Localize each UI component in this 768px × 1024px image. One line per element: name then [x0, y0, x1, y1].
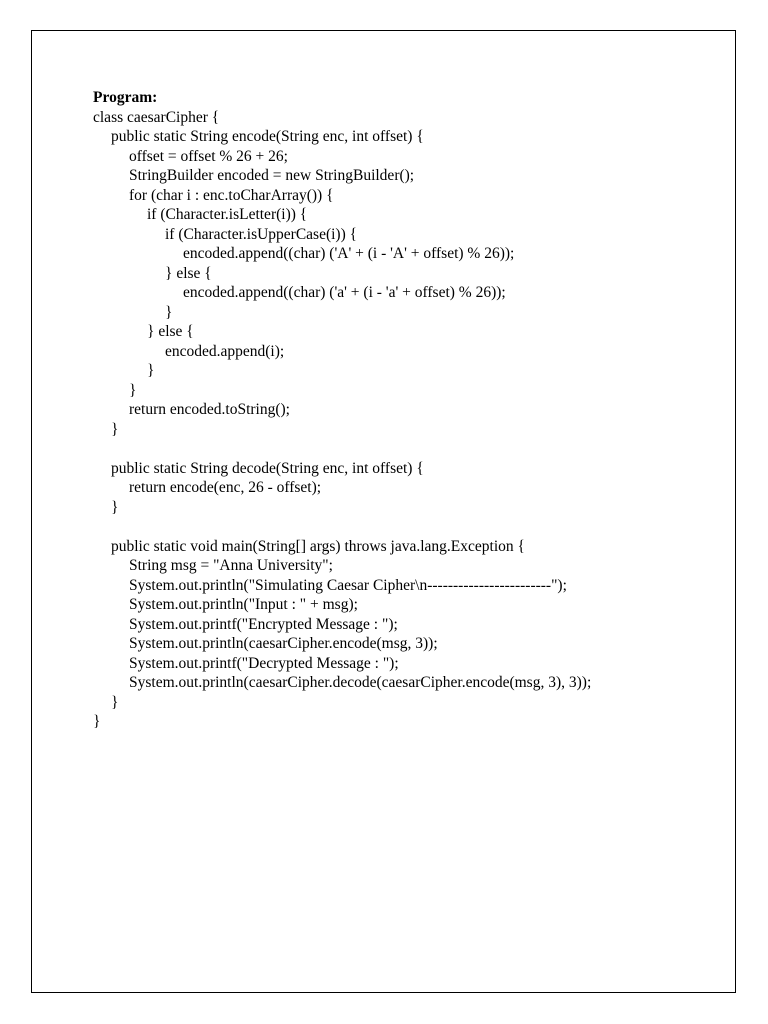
code-line: } [111, 693, 119, 711]
code-line: if (Character.isLetter(i)) { [147, 206, 308, 223]
code-line: } [129, 381, 137, 399]
code-line [93, 517, 733, 537]
code-line: class caesarCipher { [93, 108, 220, 126]
code-line: } [111, 420, 119, 438]
code-line: System.out.printf("Decrypted Message : "); [129, 654, 399, 672]
code-line: } [147, 362, 155, 379]
code-line: } else { [165, 264, 212, 282]
code-line: encoded.append((char) ('a' + (i - 'a' + offset) % 26)); [183, 284, 506, 301]
program-heading: Program: [93, 89, 158, 106]
code-line: offset = offset % 26 + 26; [129, 147, 288, 165]
code-line: System.out.println("Simulating Caesar Cipher\n------------------------"); [129, 576, 567, 594]
code-line: public static String encode(String enc, int offset) { [111, 128, 424, 145]
code-line: public static void main(String[] args) throws java.lang.Exception { [111, 537, 525, 555]
code-line: } [111, 498, 119, 516]
code-line: System.out.println("Input : " + msg); [129, 596, 358, 613]
code-line: return encoded.toString(); [129, 401, 290, 418]
code-line: if (Character.isUpperCase(i)) { [165, 225, 358, 243]
code-line: System.out.println(caesarCipher.decode(caesarCipher.encode(msg, 3), 3)); [129, 674, 592, 691]
code-line: } [165, 303, 173, 321]
program-listing [93, 88, 733, 732]
code-line: System.out.printf("Encrypted Message : "); [129, 615, 398, 633]
code-line: public static String decode(String enc, int offset) { [111, 459, 424, 477]
code-line [93, 439, 733, 459]
code-block [93, 108, 733, 732]
code-line: String msg = "Anna University"; [129, 557, 333, 574]
code-line: System.out.println(caesarCipher.encode(msg, 3)); [129, 635, 438, 652]
code-line: for (char i : enc.toCharArray()) { [129, 186, 334, 204]
code-line: encoded.append((char) ('A' + (i - 'A' + offset) % 26)); [183, 245, 515, 262]
code-line: return encode(enc, 26 - offset); [129, 479, 322, 496]
code-line: encoded.append(i); [165, 342, 285, 360]
code-line: } else { [147, 323, 194, 340]
code-line: } [93, 713, 101, 730]
code-line: StringBuilder encoded = new StringBuilder(); [129, 167, 415, 184]
